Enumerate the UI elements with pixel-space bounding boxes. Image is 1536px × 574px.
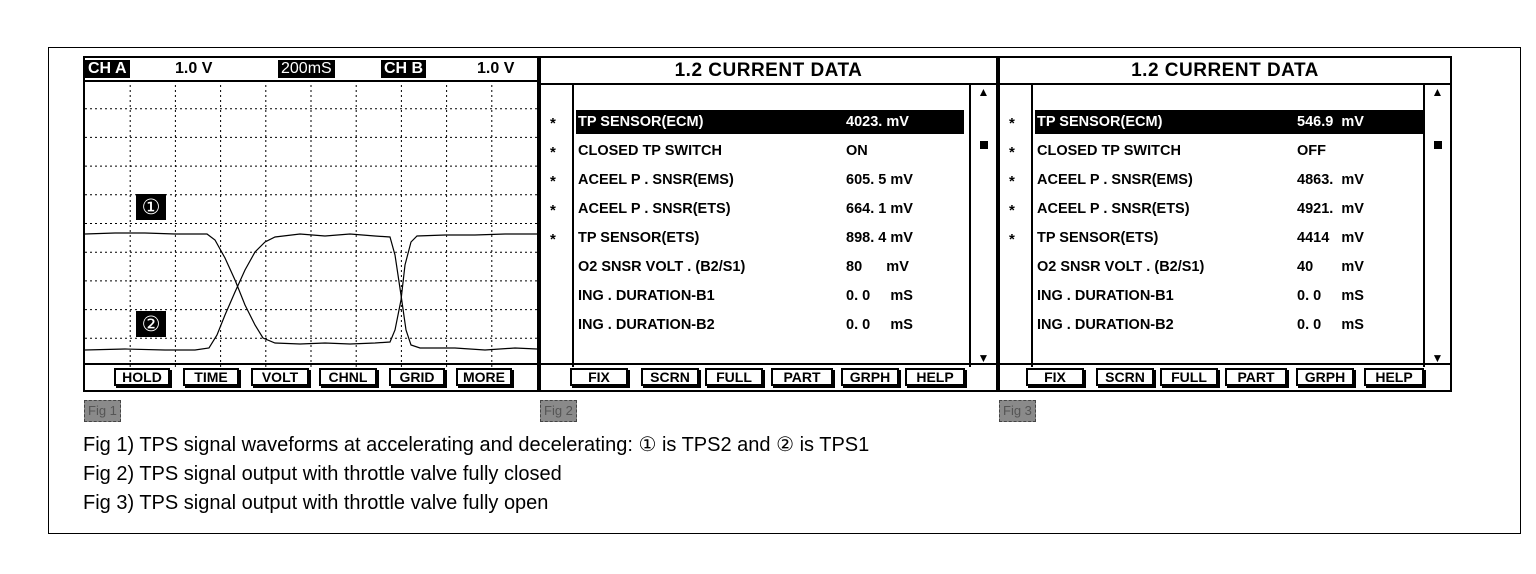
row-value: 664. 1 mV xyxy=(846,201,913,217)
fig-1-tag: Fig 1 xyxy=(84,400,121,422)
star-icon: * xyxy=(550,231,556,248)
panel-button-bar xyxy=(1000,363,1450,390)
star-icon: * xyxy=(550,115,556,132)
data-row[interactable] xyxy=(576,226,964,250)
mark-column xyxy=(541,83,574,367)
channel-a-label: CH A xyxy=(85,60,130,78)
data-row[interactable] xyxy=(1035,226,1425,250)
mark-column xyxy=(1000,83,1033,367)
button-help[interactable]: HELP xyxy=(1364,368,1424,386)
star-icon: * xyxy=(1009,173,1015,190)
caption-fig-2: Fig 2) TPS signal output with throttle valve fully closed xyxy=(83,463,562,485)
panel-button-bar xyxy=(541,363,996,390)
row-name: CLOSED TP SWITCH xyxy=(1037,143,1181,159)
marker-2 xyxy=(136,311,166,337)
row-value: 0. 0 mS xyxy=(1297,288,1364,304)
data-row[interactable] xyxy=(576,197,964,221)
fig-3-tag: Fig 3 xyxy=(999,400,1036,422)
row-name: ACEEL P . SNSR(EMS) xyxy=(578,172,734,188)
star-icon: * xyxy=(1009,115,1015,132)
scrollbar[interactable] xyxy=(969,83,996,367)
row-name: ING . DURATION-B1 xyxy=(1037,288,1174,304)
scope-button-chnl[interactable]: CHNL xyxy=(319,368,377,386)
button-grph[interactable]: GRPH xyxy=(841,368,899,386)
scope-header xyxy=(85,58,537,82)
row-value: 898. 4 mV xyxy=(846,230,913,246)
row-name: CLOSED TP SWITCH xyxy=(578,143,722,159)
button-scrn[interactable]: SCRN xyxy=(1096,368,1154,386)
scroll-thumb[interactable] xyxy=(980,141,988,149)
row-value: 4863. mV xyxy=(1297,172,1364,188)
scope-button-hold[interactable]: HOLD xyxy=(114,368,170,386)
star-icon: * xyxy=(550,202,556,219)
row-name: O2 SNSR VOLT . (B2/S1) xyxy=(578,259,746,275)
marker-1-label: ① xyxy=(141,195,161,219)
channel-b-volt[interactable]: 1.0 V xyxy=(477,60,515,77)
row-value: ON xyxy=(846,143,868,159)
row-name: ACEEL P . SNSR(ETS) xyxy=(1037,201,1190,217)
channel-a-volt[interactable]: 1.0 V xyxy=(175,60,213,77)
scope-button-more[interactable]: MORE xyxy=(456,368,512,386)
panel-title: 1.2 CURRENT DATA xyxy=(541,58,996,85)
button-part[interactable]: PART xyxy=(1225,368,1287,386)
channel-b-label: CH B xyxy=(381,60,426,78)
row-value: 4023. mV xyxy=(846,114,909,130)
button-part[interactable]: PART xyxy=(771,368,833,386)
data-row[interactable] xyxy=(576,255,964,279)
caption-fig-1: Fig 1) TPS signal waveforms at accelerating and decelerating: ① is TPS2 and ② is TPS1 xyxy=(83,434,870,456)
data-row[interactable] xyxy=(576,139,964,163)
row-name: ING . DURATION-B2 xyxy=(1037,317,1174,333)
row-name: ACEEL P . SNSR(EMS) xyxy=(1037,172,1193,188)
scroll-down-icon[interactable]: ▼ xyxy=(1431,351,1444,365)
row-name: ACEEL P . SNSR(ETS) xyxy=(578,201,731,217)
row-value: 605. 5 mV xyxy=(846,172,913,188)
data-row[interactable] xyxy=(1035,139,1425,163)
button-full[interactable]: FULL xyxy=(705,368,763,386)
star-icon: * xyxy=(550,173,556,190)
row-value: 0. 0 mS xyxy=(846,317,913,333)
data-row[interactable] xyxy=(1035,255,1425,279)
data-row[interactable] xyxy=(1035,313,1425,337)
scope-button-time[interactable]: TIME xyxy=(183,368,239,386)
data-row[interactable] xyxy=(576,168,964,192)
data-row[interactable] xyxy=(1035,110,1425,134)
current-data-panel-open xyxy=(998,56,1452,392)
timebase-label[interactable]: 200mS xyxy=(278,60,335,78)
panel-title: 1.2 CURRENT DATA xyxy=(1000,58,1450,85)
scope-button-bar xyxy=(85,363,537,390)
caption-fig-3: Fig 3) TPS signal output with throttle valve fully open xyxy=(83,492,549,514)
data-row[interactable] xyxy=(1035,168,1425,192)
row-value: 4921. mV xyxy=(1297,201,1364,217)
star-icon: * xyxy=(1009,144,1015,161)
fig-2-tag: Fig 2 xyxy=(540,400,577,422)
data-row[interactable] xyxy=(1035,284,1425,308)
button-help[interactable]: HELP xyxy=(905,368,965,386)
button-full[interactable]: FULL xyxy=(1160,368,1218,386)
row-name: ING . DURATION-B1 xyxy=(578,288,715,304)
button-fix[interactable]: FIX xyxy=(570,368,628,386)
scope-button-grid[interactable]: GRID xyxy=(389,368,445,386)
row-name: ING . DURATION-B2 xyxy=(578,317,715,333)
row-name: TP SENSOR(ETS) xyxy=(578,230,700,246)
row-name: TP SENSOR(ECM) xyxy=(1037,114,1163,130)
button-grph[interactable]: GRPH xyxy=(1296,368,1354,386)
data-row[interactable] xyxy=(576,284,964,308)
row-value: 80 mV xyxy=(846,259,909,275)
current-data-panel-closed xyxy=(539,56,998,392)
button-scrn[interactable]: SCRN xyxy=(641,368,699,386)
row-value: 40 mV xyxy=(1297,259,1364,275)
data-row[interactable] xyxy=(1035,197,1425,221)
scope-panel xyxy=(83,56,539,392)
row-value: 0. 0 mS xyxy=(1297,317,1364,333)
star-icon: * xyxy=(1009,231,1015,248)
row-value: 4414 mV xyxy=(1297,230,1364,246)
scrollbar[interactable] xyxy=(1423,83,1450,367)
star-icon: * xyxy=(550,144,556,161)
data-row[interactable] xyxy=(576,313,964,337)
waveform-display xyxy=(85,80,537,367)
row-value: OFF xyxy=(1297,143,1326,159)
scroll-down-icon[interactable]: ▼ xyxy=(977,351,990,365)
row-name: TP SENSOR(ETS) xyxy=(1037,230,1159,246)
scope-button-volt[interactable]: VOLT xyxy=(251,368,309,386)
scroll-up-icon[interactable]: ▲ xyxy=(977,85,990,99)
row-value: 546.9 mV xyxy=(1297,114,1364,130)
marker-2-label: ② xyxy=(141,312,161,336)
scroll-up-icon[interactable]: ▲ xyxy=(1431,85,1444,99)
scroll-thumb[interactable] xyxy=(1434,141,1442,149)
row-name: TP SENSOR(ECM) xyxy=(578,114,704,130)
marker-1 xyxy=(136,194,166,220)
button-fix[interactable]: FIX xyxy=(1026,368,1084,386)
data-row[interactable] xyxy=(576,110,964,134)
star-icon: * xyxy=(1009,202,1015,219)
row-name: O2 SNSR VOLT . (B2/S1) xyxy=(1037,259,1205,275)
row-value: 0. 0 mS xyxy=(846,288,913,304)
